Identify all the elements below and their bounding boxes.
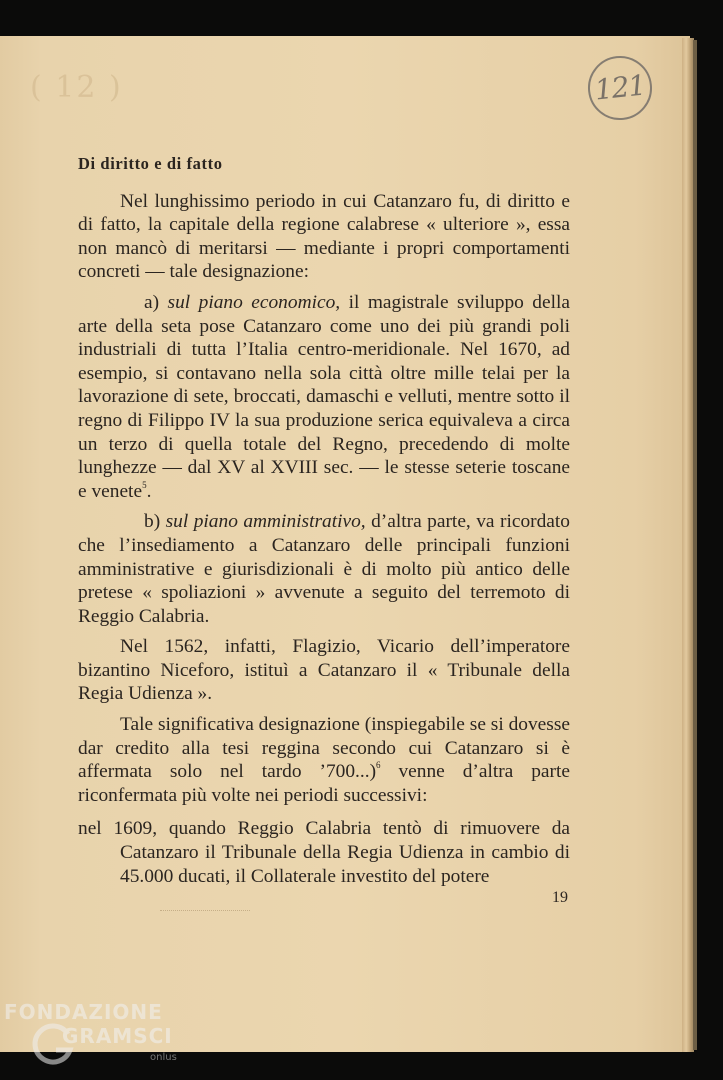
designation-text-b: venne d’altra parte riconfermata più volte nei periodi successivi: bbox=[78, 761, 570, 806]
faint-dotted-line bbox=[160, 910, 250, 911]
italic-economic: sul piano economico, bbox=[167, 291, 341, 313]
administrative-text: d’altra parte, va ricordato che l’insediamento a Catanzaro delle principali funzioni amministrative e giurisdizionali è di molto più antico delle pretese « spoliazioni » avvenute a seguito del terremoto di Reggio Calabria. bbox=[78, 511, 570, 627]
paragraph-1562: Nel 1562, infatti, Flagizio, Vicario dell’imperatore bizantino Niceforo, istituì a Catanzaro il « Tribunale della Regia Udienza ». bbox=[78, 636, 570, 705]
page-number: 19 bbox=[552, 889, 568, 906]
page-edge-shadow bbox=[693, 40, 697, 1050]
watermark-line-3: onlus bbox=[150, 1052, 177, 1063]
economic-text: il magistrale sviluppo della arte della seta pose Catanzaro come uno dei più grandi poli industriali di tutta l’Italia centro-meridionale. Nel 1670, ad esempio, si contavano nella sola città oltre mille telai per la lavorazione di sete, broccati, damaschi e velluti, mentre sotto il regno di Filippo IV la sua produzione serica equivaleva a circa un terzo di quella totale del Regno, precedendo di molte lunghezze — dal XV al XVIII sec. — le stesse seterie toscane e venete bbox=[78, 291, 570, 502]
paragraph-economic bbox=[78, 291, 570, 503]
footnote-ref-6: 6 bbox=[376, 760, 381, 771]
watermark-line-1: FONDAZIONE bbox=[4, 1000, 163, 1024]
paragraph-intro: Nel lunghissimo periodo in cui Catanzaro fu, di diritto e di fatto, la capitale della regione calabrese « ulteriore », essa non mancò di meritarsi — mediante i propri comportamenti concreti — tale designazione: bbox=[78, 190, 570, 283]
item-label-b: b) bbox=[144, 511, 161, 533]
archive-number: 121 bbox=[593, 68, 647, 107]
period: . bbox=[146, 480, 152, 502]
watermark-line-2: GRAMSCI bbox=[62, 1024, 173, 1048]
faint-pencil-mark: ( 12 ) bbox=[30, 70, 123, 105]
italic-administrative: sul piano amministrativo, bbox=[165, 511, 366, 533]
section-heading: Di diritto e di fatto bbox=[78, 154, 223, 173]
designation-text-a: Tale significativa designazione (inspiegabile se si dovesse dar credito alla tesi reggina secondo cui Catanzaro si è affermata solo nel tardo ’700...) bbox=[78, 714, 570, 783]
item-label-a: a) bbox=[144, 291, 160, 313]
paragraph-administrative bbox=[78, 510, 570, 628]
watermark bbox=[2, 1000, 202, 1076]
page-text bbox=[78, 152, 570, 895]
footnote-ref-5: 5 bbox=[142, 479, 147, 490]
paragraph-1609: nel 1609, quando Reggio Calabria tentò di rimuovere da Catanzaro il Tribunale della Regia Udienza in cambio di 45.000 ducati, il Collaterale investito del potere bbox=[78, 818, 570, 887]
paragraph-designation bbox=[78, 713, 570, 807]
